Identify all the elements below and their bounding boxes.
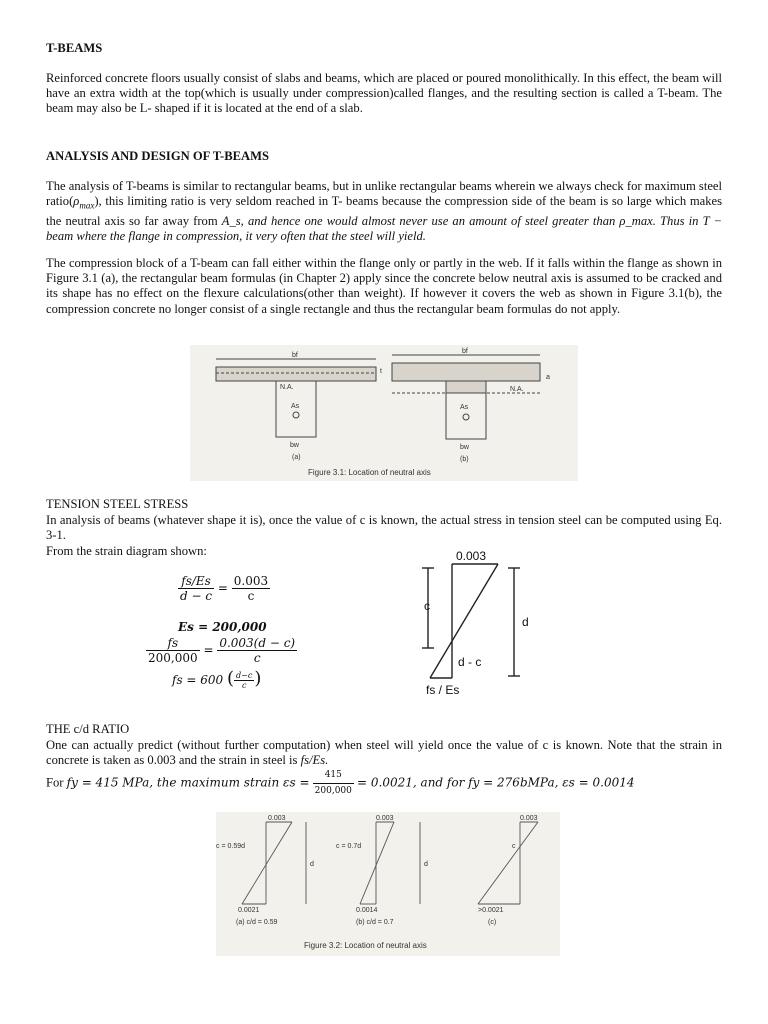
tbeam-a: [216, 359, 376, 437]
paragraph-analysis-1: [46, 179, 722, 244]
equation-3: $\frac{fs}{200,000}$ = $\frac{0.003(d - c)}{c}$: [148, 636, 296, 665]
figure-3-2-caption: Figure 3.2: Location of neutral axis: [304, 941, 427, 950]
eq4-lhs: fs = 600: [172, 673, 224, 687]
cd-for: For: [46, 775, 64, 790]
fig32-a-d: d: [310, 861, 314, 868]
analysis-text-a: The analysis of T-beams is similar to rectangular beams, but in unlike rectangular beams wherein we always check for maximum steel ratio(: [46, 179, 723, 209]
cd-eq-b: fy = 415 MPa, the maximum strain εs =: [66, 775, 310, 790]
cd-text-1: One can actually predict (without further computation) when steel will yield once the value of c is known. Note that the strain in concrete is taken as 0.003 and the strain in steel is: [46, 738, 722, 768]
fig31-a-t: t: [380, 368, 382, 375]
fig31-b-bf: bf: [462, 348, 468, 355]
cd-den: 200,000: [314, 786, 352, 797]
fig32-a-c: c = 0.59d: [216, 843, 245, 850]
paragraph-cd-1: [46, 738, 722, 768]
rho-symbol: ρ: [73, 194, 80, 209]
fig32-a-label: (a) c/d = 0.59: [236, 919, 278, 926]
fig32-b-bottom: 0.0014: [356, 907, 378, 914]
figure-3-1: [190, 345, 578, 481]
fig32-c-top: 0.003: [520, 815, 538, 822]
strain-c: c: [424, 599, 430, 613]
fig31-b-a: a: [546, 374, 550, 381]
strain-d: d: [522, 615, 529, 629]
eq3-num: fs: [146, 636, 200, 651]
fig32-c-bottom: >0.0021: [478, 907, 504, 914]
paragraph-tension-1: In analysis of beams (whatever shape it is), once the value of c is known, the actual stress in tension steel can be computed using Eq. 3-1.: [46, 513, 722, 543]
fig31-a-na: N.A.: [280, 384, 294, 391]
strain-bottom: fs / Es: [426, 683, 460, 697]
figure-3-1-drawing: [190, 345, 578, 481]
equation-2: Es = 200,000: [178, 620, 267, 634]
cd-text-1-end: fs/Es.: [300, 753, 329, 768]
analysis-text-b: ), this limiting ratio is very seldom reached in T- beams because the compression side of the beam is so large which makes the neutral axis so far away from: [46, 194, 722, 228]
rho-subscript: max: [79, 200, 95, 211]
fig32-c-c: c: [512, 843, 516, 850]
paragraph-tension-2: From the strain diagram shown:: [46, 544, 207, 558]
eq4-den: c: [241, 681, 247, 690]
eq3-den: 200,000: [148, 651, 198, 665]
eq1-den: d − c: [180, 589, 213, 603]
strain-diagram: [410, 548, 570, 700]
analysis-text-italic: A_s, and hence one would almost never use an amount of steel greater than ρ_max. Thus in T − beam where the flange in compression, it very often that the steel will yield.: [46, 213, 722, 244]
fig31-b-na: N.A.: [510, 386, 524, 393]
fig31-b-as: As: [460, 404, 469, 411]
equation-1: $\frac{fs/Es}{d - c}$ = $\frac{0.003}{c}$: [180, 574, 269, 603]
fig32-c-label: (c): [488, 919, 497, 926]
paragraph-analysis-2: The compression block of a T-beam can fall either within the flange only or partly in the web. If it falls within the flange as shown in Figure 3.1 (a), the rectangular beam formulas (in Chapter 2) apply since the concrete below neutral axis is assumed to be cracked and its shape has no effect on the flexure calculations(other than weight). If however it covers the web as shown in Figure 3.1(b), the compression concrete no longer consist of a single rectangle and thus the rectangular beam formulas do not apply.: [46, 256, 722, 316]
heading-analysis: ANALYSIS AND DESIGN OF T-BEAMS: [46, 149, 270, 163]
figure-3-2: [216, 812, 560, 956]
cd-num: 415: [313, 768, 354, 784]
eq1-num: fs/Es: [178, 574, 214, 589]
figure-3-1-caption: Figure 3.1: Location of neutral axis: [308, 468, 431, 477]
fig31-a-bf: bf: [292, 352, 298, 359]
cd-eq-c: = 0.0021, and for fy = 276bMPa, εs = 0.0014: [357, 775, 635, 790]
paragraph-cd-2: [46, 768, 722, 799]
fig32-b-d: d: [424, 861, 428, 868]
strain-dc: d - c: [458, 655, 482, 669]
heading-tbeams: T-BEAMS: [46, 41, 103, 55]
strain-top: 0.003: [456, 549, 487, 563]
heading-tension: TENSION STEEL STRESS: [46, 497, 189, 511]
fig32-b-top: 0.003: [376, 815, 394, 822]
paragraph-tbeams: Reinforced concrete floors usually consist of slabs and beams, which are placed or poured monolithically. In this effect, the beam will have an extra width at the top(which is usually under compression)called flanges, and the resulting section is called a T-beam. The beam may also be L- shaped if it is located at the end of a slab.: [46, 71, 722, 116]
fig31-b-label: (b): [460, 456, 469, 463]
fig32-b-label: (b) c/d = 0.7: [356, 919, 394, 926]
eq4-num: d−c: [236, 671, 253, 680]
eq1-rnum: 0.003: [233, 574, 269, 588]
fig32-a-top: 0.003: [268, 815, 286, 822]
heading-cd-ratio: THE c/d RATIO: [46, 722, 130, 736]
equation-4: fs = 600 ( $\frac{d-c}{c}$ ): [172, 668, 262, 690]
eq1-rden: c: [247, 589, 255, 603]
fig32-b-c: c = 0.7d: [336, 843, 362, 850]
fig31-a-as: As: [291, 403, 300, 410]
eq3-rden: c: [253, 651, 261, 665]
fig31-b-bw: bw: [460, 444, 469, 451]
fig31-a-label: (a): [292, 454, 301, 461]
fig31-a-bw: bw: [290, 442, 299, 449]
fig32-a-bottom: 0.0021: [238, 907, 260, 914]
eq3-rnum: 0.003(d − c): [219, 636, 296, 650]
tbeam-b: [392, 355, 540, 439]
